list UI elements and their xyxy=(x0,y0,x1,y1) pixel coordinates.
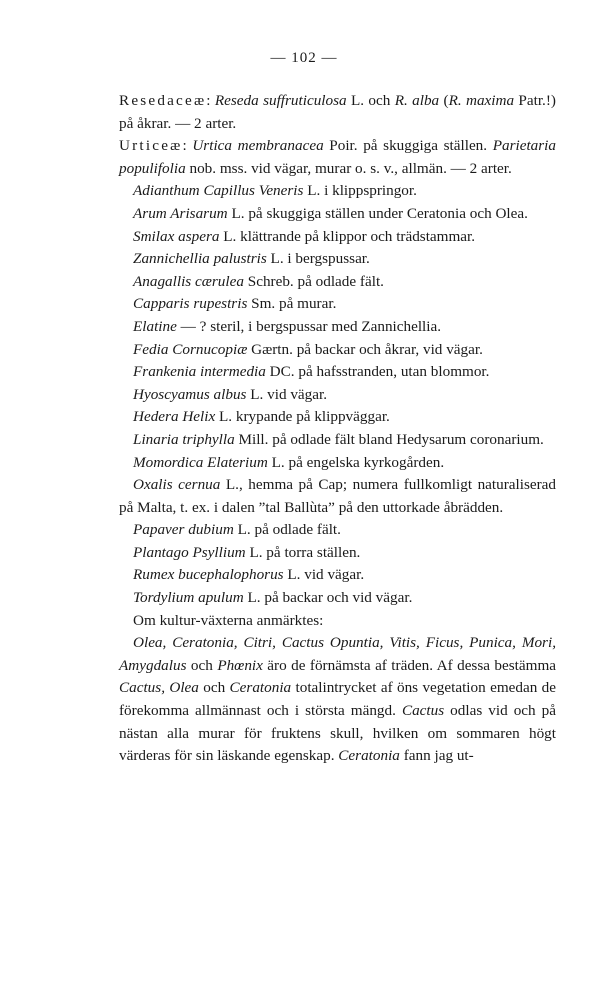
species-description: Mill. på odlade fält bland Hedysarum coronarium. xyxy=(234,430,544,448)
species-entry xyxy=(119,361,556,384)
species-entry xyxy=(119,271,556,294)
species-description: L. krypande på klippväggar. xyxy=(215,408,390,426)
species-entry xyxy=(119,339,556,362)
species-name: Linaria triphylla xyxy=(133,430,235,448)
species-description: — ? steril, i bergspussar med Zannichellia. xyxy=(176,317,442,335)
species-entry xyxy=(119,474,556,519)
species-description: L. på torra ställen. xyxy=(245,543,361,561)
species-entry xyxy=(119,542,556,565)
species-name: Papaver dubium xyxy=(133,521,234,539)
species-name: Oxalis cernua xyxy=(133,476,221,494)
species-description: Gærtn. på backar och åkrar, vid vägar. xyxy=(247,340,483,358)
species-name: Rumex bucephalophorus xyxy=(133,566,284,584)
species-entry xyxy=(119,248,556,271)
species-entry xyxy=(119,587,556,610)
culture-paragraph: Olea, Ceratonia, Citri, Cactus Opuntia, Vitis, Ficus, Punica, Mori, Amygdalus och Phœnix äro de förnämsta af träden. Af dessa bestämma Cactus, Olea och Ceratonia totalintrycket af öns vegetation emedan de förekomma allmännast och i största mängd. Cactus odlas vid och på nästan alla murar för fruktens skull, hvilken om sommaren högt värderas för sin läskande egenskap. Ceratonia fann jag ut- xyxy=(119,634,557,765)
species-name: Adianthum Capillus Veneris xyxy=(133,182,304,200)
species-name: Capparis rupestris xyxy=(133,295,248,313)
species-name: Plantago Psyllium xyxy=(133,543,246,561)
species-name: Tordylium apulum xyxy=(133,589,244,607)
species-description: DC. på hafsstranden, utan blommor. xyxy=(265,363,490,381)
species-name: Momordica Elaterium xyxy=(133,453,268,471)
species-entry xyxy=(119,316,556,339)
entry-resedaceae: Resedaceæ: Reseda suffruticulosa L. och R. alba (R. maxima Patr.!) på åkrar. — 2 arter. xyxy=(119,92,556,132)
species-name: Hedera Helix xyxy=(133,408,216,426)
culture-intro: Om kultur-växterna anmärktes: xyxy=(133,611,324,629)
species-name: Elatine xyxy=(133,317,177,335)
species-entry xyxy=(119,429,556,452)
species-entry xyxy=(119,180,556,203)
species-name: Urtica membranacea xyxy=(192,137,324,155)
species-name: Arum Arisarum xyxy=(133,204,228,222)
species-description: Sm. på murar. xyxy=(247,295,337,313)
species-name: Hyoscyamus albus xyxy=(133,385,247,403)
species-description: L., hemma på Cap; numera fullkomligt naturaliserad på Malta, t. ex. i dalen ”tal Ballùta” på den uttorkade åbrädden. xyxy=(119,476,556,516)
page-number: — 102 — xyxy=(270,50,338,66)
family-name: Urticeæ xyxy=(119,137,183,155)
species-name: R. maxima xyxy=(448,92,515,109)
species-name: Zannichellia palustris xyxy=(133,250,267,268)
species-name: Parietaria populifolia xyxy=(119,137,556,177)
species-list xyxy=(119,180,556,609)
species-entry xyxy=(119,564,556,587)
species-entry xyxy=(119,406,556,429)
species-description: L. på engelska kyrkogården. xyxy=(267,453,445,471)
species-entry xyxy=(119,226,556,249)
species-description: L. klättrande på klippor och trädstammar. xyxy=(219,227,476,245)
family-name: Resedaceæ xyxy=(119,92,207,109)
species-name: Reseda suffruticulosa xyxy=(214,92,347,109)
species-description: L. på backar och vid vägar. xyxy=(243,589,413,607)
species-entry xyxy=(119,203,556,226)
species-description: L. på skuggiga ställen under Ceratonia och Olea. xyxy=(227,204,528,222)
species-name: Smilax aspera xyxy=(133,227,220,245)
species-entry xyxy=(119,519,556,542)
species-entry xyxy=(119,452,556,475)
page-body xyxy=(119,90,556,768)
species-name: Fedia Cornucopiæ xyxy=(133,340,248,358)
species-description: L. på odlade fält. xyxy=(233,521,341,539)
species-description: L. i bergspussar. xyxy=(266,250,370,268)
species-description: Schreb. på odlade fält. xyxy=(243,272,384,290)
species-description: L. i klippspringor. xyxy=(303,182,417,200)
species-entry xyxy=(119,384,556,407)
species-name: R. alba xyxy=(394,92,440,109)
species-name: Frankenia intermedia xyxy=(133,363,266,381)
species-description: L. vid vägar. xyxy=(283,566,365,584)
species-entry xyxy=(119,293,556,316)
species-description: L. vid vägar. xyxy=(246,385,328,403)
entry-urticeae: Urticeæ: Urtica membranacea Poir. på skuggiga ställen. Parietaria populifolia nob. mss. vid vägar, murar o. s. v., allmän. — 2 arter. xyxy=(119,137,556,177)
species-name: Anagallis cærulea xyxy=(133,272,244,290)
